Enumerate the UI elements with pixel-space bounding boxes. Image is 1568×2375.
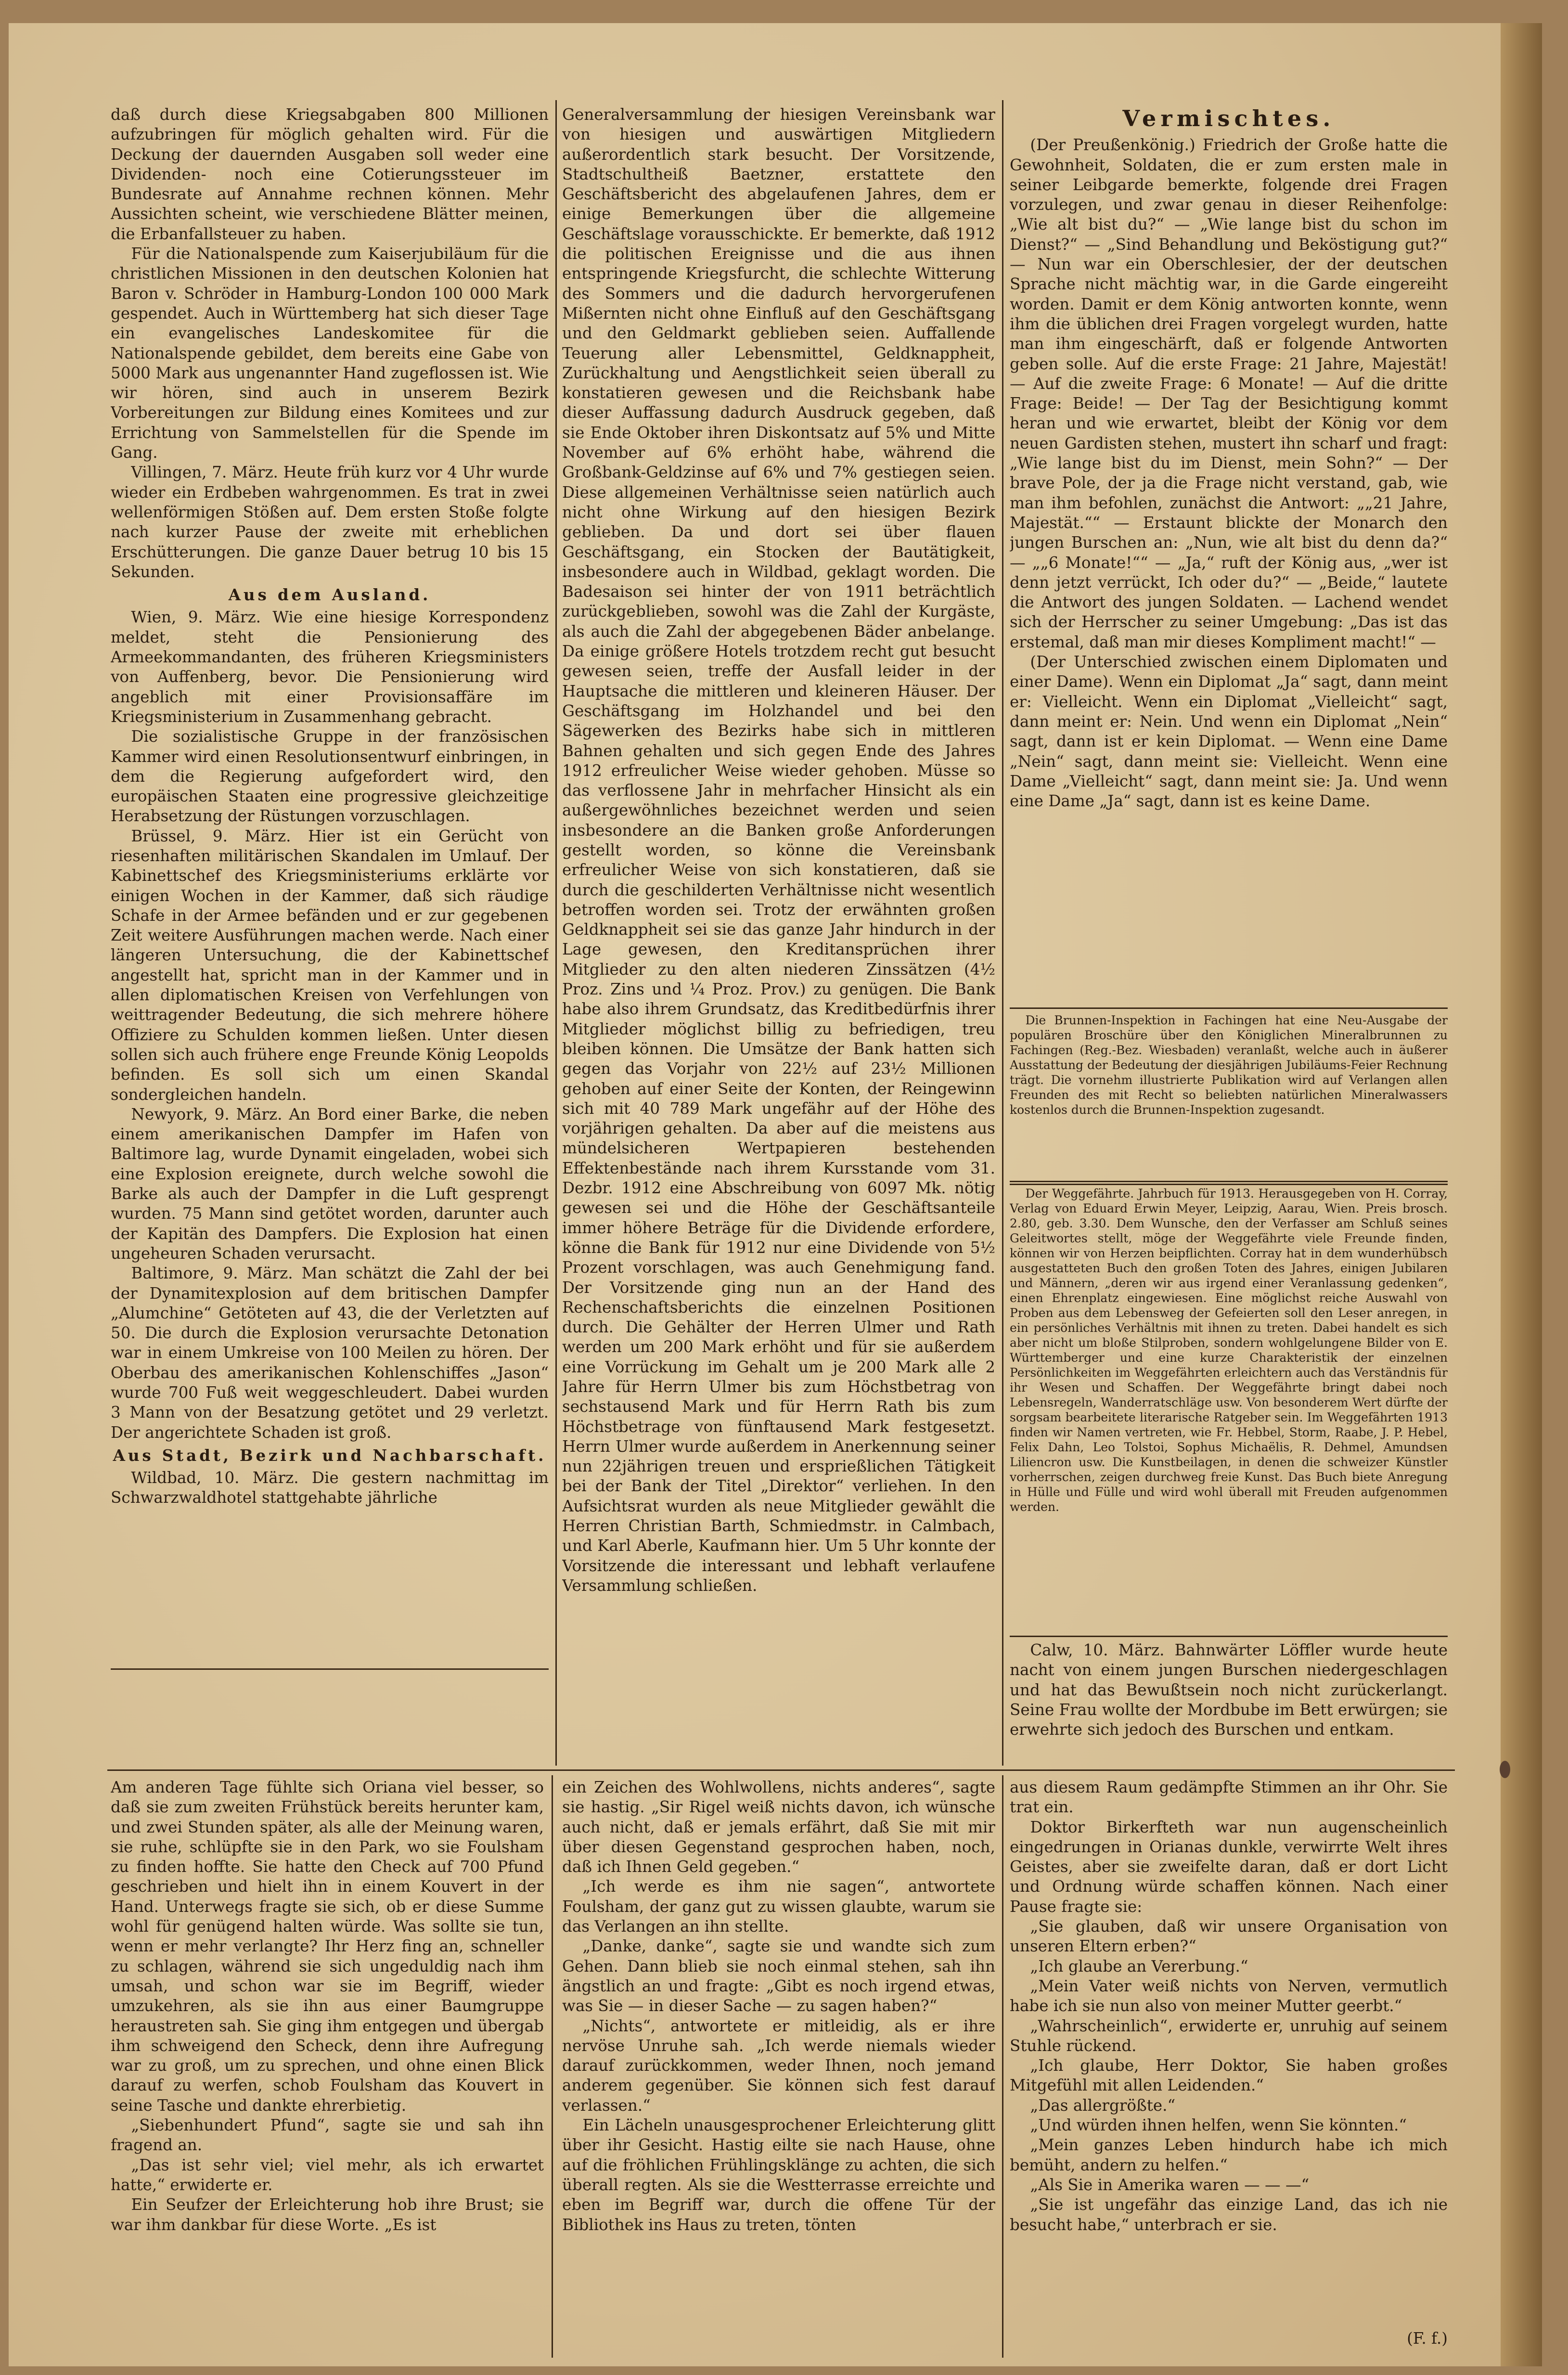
feuilleton-rule-v2 — [1002, 1775, 1003, 2358]
column-3 — [1010, 105, 1448, 998]
novel2-paragraph: „Ich werde es ihm nie sagen“, antwortete Foulsham, der ganz gut zu wissen glaubte, warum sie das Verlangen an ihn stellte. — [562, 1877, 995, 1936]
col2-paragraph: Generalversammlung der hiesigen Vereinsbank war von hiesigen und auswärtigen Mitgliedern außerordentlich stark besucht. Der Vorsitzende, Stadtschultheiß Baetzner, erstattete den Geschäftsbericht des abgelaufenen Jahres, dem er einige Bemerkungen über die allgemeine Geschäftslage vorausschickte. Er bemerkte, daß 1912 die politischen Ereignisse und die aus ihnen entspringende Kriegsfurcht, die schlechte Witterung des Sommers und die dadurch hervorgerufenen Mißernten nicht ohne Einfluß auf den Geschäftsgang und den Geldmarkt geblieben seien. Auffallende Teuerung aller Lebensmittel, Geldknappheit, Zurückhaltung und Aengstlichkeit seien überall zu konstatieren gewesen und die Reichsbank habe dieser Auffassung dadurch Ausdruck gegeben, daß sie Ende Oktober ihren Diskontsatz auf 5% und Mitte November auf 6% erhöht habe, während die Großbank-Geldzinse auf 6% und 7% gestiegen seien. Diese allgemeinen Verhältnisse seien natürlich auch nicht ohne Wirkung auf den hiesigen Bezirk geblieben. Da und dort sei über flauen Geschäftsgang, ein Stocken der Bautätigkeit, insbesondere auch in Wildbad, geklagt worden. Die Badesaison sei hinter der von 1911 beträchtlich zurückgeblieben, sowohl was die Zahl der Kurgäste, als auch die Zahl der abgegebenen Bäder anbelange. Da einige größere Hotels trotzdem recht gut besucht gewesen seien, treffe der Ausfall leider in der Hauptsache die mittleren und kleineren Häuser. Der Geschäftsgang im Holzhandel und bei den Sägewerken des Bezirks habe sich in mittleren Bahnen gehalten und sich gegen Ende des Jahres 1912 erfreulicher Weise wieder gehoben. Müsse so das verflossene Jahr in mehrfacher Hinsicht als ein außergewöhnliches bezeichnet werden und seien insbesondere an die Banken große Anforderungen gestellt worden, so könne die Vereinsbank erfreulicher Weise von sich konstatieren, daß sie durch die geschilderten Verhältnisse nicht wesentlich betroffen worden sei. Trotz der erwähnten großen Geldknappheit sei sie das ganze Jahr hindurch in der Lage gewesen, den Kreditansprüchen ihrer Mitglieder zu den alten niederen Zinssätzen (4½ Proz. Zins und ¼ Proz. Prov.) zu genügen. Die Bank habe also ihrem Grundsatz, das Kreditbedürfnis ihrer Mitglieder möglichst billig zu befriedigen, treu bleiben können. Die Umsätze der Bank hatten sich gegen das Vorjahr von 22½ auf 23½ Millionen gehoben auf einer Seite der Konten, der Reingewinn sich mit 40 789 Mark ungefähr auf der Höhe des vorjährigen gehalten. Da aber auf die meistens aus mündelsicheren Wertpapieren bestehenden Effektenbestände nach ihrem Kursstande vom 31. Dezbr. 1912 eine Abschreibung von 6097 Mk. nötig gewesen sei und die Höhe der Geschäftsanteile immer höhere Beträge für die Dividende erfordere, könne die Bank für 1912 nur eine Dividende von 5½ Prozent vorschlagen, was auch Genehmigung fand. Der Vorsitzende ging nun an der Hand des Rechenschaftsberichts die einzelnen Positionen durch. Die Gehälter der Herren Ulmer und Rath werden um 200 Mark erhöht und für sie außerdem eine Vorrückung im Gehalt um je 200 Mark alle 2 Jahre für Herrn Ulmer bis zum Höchstbetrag von sechstausend Mark und für Herrn Rath bis zum Höchstbetrage von fünftausend Mark festgesetzt. Herrn Ulmer wurde außerdem in Anerkennung seiner nun 22jährigen treuen und ersprießlichen Tätigkeit bei der Bank der Titel „Direktor“ verliehen. In den Aufsichtsrat wurden als neue Mitglieder gewählt die Herren Christian Barth, Schmiedmstr. in Calmbach, und Karl Aberle, Kaufmann hier. Um 5 Uhr konnte der Vorsitzende die interessant und lebhaft verlaufene Versammlung schließen. — [562, 105, 995, 1595]
column-rule-1 — [555, 100, 557, 1766]
novel2-paragraph: Ein Lächeln unausgesprochener Erleichterung glitt über ihr Gesicht. Hastig eilte sie nach Hause, ohne auf die fröhlichen Frühlingsklänge zu achten, die sich überall regten. Als sie die Westterrasse erreichte und eben im Begriff war, durch die offene Tür der Bibliothek ins Haus zu treten, tönten — [562, 2116, 995, 2234]
novel3-paragraph: „Mein Vater weiß nichts von Nerven, vermutlich habe ich sie nun also von meiner Mutter geerbt.“ — [1010, 1976, 1448, 2015]
col1-paragraph: Baltimore, 9. März. Man schätzt die Zahl der bei der Dynamitexplosion auf dem britischen Dampfer „Alumchine“ Getöteten auf 43, die der Verletzten auf 50. Die durch die Explosion verursachte Detonation war in einem Umkreise von 100 Meilen zu hören. Der Oberbau des amerikanischen Kohlenschiffes „Jason“ wurde 700 Fuß weit weggeschleudert. Dabei wurden 3 Mann von der Besatzung getötet und 29 verletzt. Der angerichtete Schaden ist groß. — [111, 1264, 549, 1442]
feuilleton-rule — [107, 1769, 1455, 1771]
novel3-paragraph: aus diesem Raum gedämpfte Stimmen an ihr Ohr. Sie trat ein. — [1010, 1778, 1448, 1817]
novel1-paragraph: „Das ist sehr viel; viel mehr, als ich erwartet hatte,“ erwiderte er. — [111, 2156, 544, 2194]
novel3-paragraph: „Das allergrößte.“ — [1030, 2096, 1176, 2115]
novel3-paragraph: „Ich glaube, Herr Doktor, Sie haben großes Mitgefühl mit allen Leidenden.“ — [1010, 2056, 1448, 2095]
novel2-paragraph: „Danke, danke“, sagte sie und wandte sich zum Gehen. Dann blieb sie noch einmal stehen, sah ihn ängstlich an und fragte: „Gibt es noch irgend etwas, was Sie — in dieser Sache — zu sagen haben?“ — [562, 1937, 995, 2015]
calw-news — [1010, 1640, 1448, 1766]
col1-paragraph: Die sozialistische Gruppe in der französischen Kammer wird einen Resolutionsentwurf einbringen, in dem die Regierung aufgefordert wird, den europäischen Staaten eine progressive gleichzeitige Herabsetzung der Rüstungen vorzuschlagen. — [111, 727, 549, 826]
notice-weggefaehrte — [1010, 1181, 1448, 1639]
feuilleton-column-3 — [1010, 1778, 1448, 2341]
binding-knot — [1500, 1761, 1510, 1778]
col1-heading: Aus Stadt, Bezirk und Nachbarschaft. — [113, 1446, 547, 1465]
notice-weggefaehrte-text: Der Weggefährte. Jahrbuch für 1913. Herausgegeben von H. Corray, Verlag von Eduard Erwin Meyer, Leipzig, Aarau, Wien. Preis brosch. 2.80, geb. 3.30. Dem Wunsche, den der Verfasser am Schluß seines Geleitwortes stellt, möge der Weggefährte viele Freunde finden, können wir von Herzen beipflichten. Corray hat in dem wunderhübsch ausgestatteten Buch den großen Toten des Jahres, einigen Jubilaren und Männern, „deren wir aus irgend einer Veranlassung gedenken“, einen Ehrenplatz eingewiesen. Eine möglichst reiche Auswahl von Proben aus dem Lebensweg der Gefeierten soll den Leser anregen, in ein persönliches Verhältnis mit ihnen zu treten. Dabei handelt es sich aber nicht um bloße Stilproben, sondern wohlgelungene Bilder von E. Württemberger und eine kurze Charakteristik der einzelnen Persönlichkeiten im Weggefährten erleichtern auch das Verständnis für ihr Wesen und Schaffen. Der Weggefährte bringt dabei noch Lebensregeln, Wanderratschläge usw. Von besonderem Wert dürfte der sorgsam bearbeitete literarische Ratgeber sein. Im Weggefährten 1913 finden wir Namen vertreten, wie Fr. Hebbel, Storm, Raabe, J. P. Hebel, Felix Dahn, Leo Tolstoi, Sophus Michaëlis, R. Dehmel, Amundsen Liliencron usw. Die Kunstbeilagen, in denen die schweizer Künstler vorherrschen, zeigen durchweg freie Kunst. Das Buch biete Anregung in Hülle und Fülle und wird wohl überall mit Freuden aufgenommen werden. — [1010, 1187, 1448, 1514]
novel2-paragraph: „Nichts“, antwortete er mitleidig, als er ihre nervöse Unruhe sah. „Ich werde niemals wieder darauf zurückkommen, weder Ihnen, noch jemand anderem gegenüber. Sie können sich fest darauf verlassen.“ — [562, 2016, 995, 2115]
novel3-paragraph: „Mein ganzes Leben hindurch habe ich mich bemüht, andern zu helfen.“ — [1010, 2136, 1448, 2174]
column-2 — [562, 105, 995, 1751]
col1-paragraph: Newyork, 9. März. An Bord einer Barke, die neben einem amerikanischen Dampfer im Hafen von Baltimore lag, wurde Dynamit eingeladen, wobei sich eine Explosion ereignete, durch welche sowohl die Barke als auch der Dampfer in die Luft gesprengt wurden. 75 Mann sind getötet worden, darunter auch der Kapitän des Dampfers. Die Explosion hat einen ungeheuren Schaden verursacht. — [111, 1105, 549, 1263]
novel1-paragraph: „Siebenhundert Pfund“, sagte sie und sah ihn fragend an. — [111, 2116, 544, 2155]
col1-paragraph: Villingen, 7. März. Heute früh kurz vor 4 Uhr wurde wieder ein Erdbeben wahrgenommen. Es trat in zwei wellenförmigen Stößen auf. Dem ersten Stoße folgte nach kurzer Pause der zweite mit erheblichen Erschütterungen. Die ganze Dauer betrug 10 bis 15 Sekunden. — [111, 463, 549, 581]
notice-fachingen — [1010, 1007, 1448, 1185]
novel2-paragraph: ein Zeichen des Wohlwollens, nichts anderes“, sagte sie hastig. „Sir Rigel weiß nichts davon, ich wünsche auch nicht, daß er jemals erfährt, daß Sie mit mir über diesen Gegenstand gesprochen haben, noch, daß ich Ihnen Geld gegeben.“ — [562, 1778, 995, 1876]
notice-fachingen-text: Die Brunnen-Inspektion in Fachingen hat eine Neu-Ausgabe der populären Broschüre über den Königlichen Mineralbrunnen zu Fachingen (Reg.-Bez. Wiesbaden) veranlaßt, welche auch in äußerer Ausstattung der Bedeutung der diesjährigen Jubiläums-Feier Rechnung trägt. Die vornehm illustrierte Publikation wird auf Verlangen allen Freunden des mit Recht so beliebten natürlichen Mineralwassers kostenlos durch die Brunnen-Inspektion zugesandt. — [1010, 1013, 1448, 1117]
feuilleton-rule-v1 — [552, 1775, 553, 2358]
newspaper-page — [9, 23, 1542, 2366]
col1-heading: Aus dem Ausland. — [228, 585, 431, 605]
novel3-paragraph: „Ich glaube an Vererbung.“ — [1030, 1957, 1248, 1975]
section-rule-1 — [111, 1668, 549, 1670]
novel3-paragraph: „Wahrscheinlich“, erwiderte er, unruhig auf seinem Stuhle rückend. — [1010, 2016, 1448, 2055]
section-rule-2 — [1010, 1636, 1448, 1637]
column-rule-2 — [1002, 100, 1003, 1766]
novel1-paragraph: Ein Seufzer der Erleichterung hob ihre Brust; sie war ihm dankbar für diese Worte. „Es ist — [111, 2195, 544, 2234]
novel3-paragraph: „Sie ist ungefähr das einzige Land, das ich nie besucht habe,“ unterbrach er sie. — [1010, 2195, 1448, 2234]
col1-paragraph: Brüssel, 9. März. Hier ist ein Gerücht von riesenhaften militärischen Skandalen im Umlauf. Der Kabinettschef des Kriegsministeriums erklärte vor einigen Wochen in der Kammer, daß sich räudige Schafe in der Armee befänden und er zur gegebenen Zeit weitere Ausführungen machen werde. Nach einer längeren Untersuchung, die der Kabinettschef angestellt hat, spricht man in der Kammer und in allen diplomatischen Kreisen von Verfehlungen von weittragender Bedeutung, die sich mehrere höhere Offiziere zu Schulden kommen ließen. Unter diesen sollen sich auch frühere enge Freunde König Leopolds befinden. Es soll sich um einen Skandal sondergleichen handeln. — [111, 826, 549, 1104]
feuilleton-column-2 — [562, 1778, 995, 2355]
novel3-paragraph: Doktor Birkerfteth war nun augenscheinlich eingedrungen in Orianas dunkle, verwirrte Welt ihres Geistes, aber sie zweifelte daran, daß er dort Licht und Ordnung würde schaffen können. Nach einer Pause fragte sie: — [1010, 1818, 1448, 1916]
column-1 — [111, 105, 549, 1665]
novel3-paragraph: „Sie glauben, daß wir unsere Organisation von unseren Eltern erben?“ — [1010, 1917, 1448, 1956]
col1-paragraph: Für die Nationalspende zum Kaiserjubiläum für die christlichen Missionen in den deutschen Kolonien hat Baron v. Schröder in Hamburg-London 100 000 Mark gespendet. Auch in Württemberg hat sich dieser Tage ein evangelisches Landeskomitee für die Nationalspende gebildet, dem bereits eine Gabe von 5000 Mark aus ungenannter Hand zugeflossen ist. Wie wir hören, sind auch in unserem Bezirk Vorbereitungen zur Bildung eines Komitees und zur Errichtung von Sammelstellen für die Spende im Gang. — [111, 245, 549, 462]
col1-paragraph: Wildbad, 10. März. Die gestern nachmittag im Schwarzwaldhotel stattgehabte jährliche — [111, 1469, 549, 1507]
novel3-paragraph: „Und würden ihnen helfen, wenn Sie könnten.“ — [1030, 2116, 1407, 2135]
vermischtes-paragraph: (Der Unterschied zwischen einem Diplomaten und einer Dame). Wenn ein Diplomat „Ja“ sagt, dann meint er: Vielleicht. Wenn ein Diplomat „Vielleicht“ sagt, dann meint er: Nein. Und wenn ein Diplomat „Nein“ sagt, dann ist er kein Diplomat. — Wenn eine Dame „Nein“ sagt, dann meint sie: Vielleicht. Wenn eine Dame „Vielleicht“ sagt, dann meint sie: Ja. Und wenn eine Dame „Ja“ sagt, dann ist es keine Dame. — [1010, 653, 1448, 811]
vermischtes-paragraph: (Der Preußenkönig.) Friedrich der Große hatte die Gewohnheit, Soldaten, die er zum ersten male in seiner Leibgarde bemerkte, folgende drei Fragen vorzulegen, und zwar genau in dieser Reihenfolge: „Wie alt bist du?“ — „Wie lange bist du schon im Dienst?“ — „Sind Behandlung und Beköstigung gut?“ — Nun war ein Oberschlesier, der der deutschen Sprache nicht mächtig war, in die Garde eingereiht worden. Damit er dem König antworten konnte, wenn ihm die üblichen drei Fragen vorgelegt wurden, hatte man ihm eingeschärft, daß er folgende Antworten geben solle. Auf die erste Frage: 21 Jahre, Majestät! — Auf die zweite Frage: 6 Monate! — Auf die dritte Frage: Beide! — Der Tag der Besichtigung kommt heran und wie erwartet, bleibt der König vor dem neuen Gardisten stehen, mustert ihn scharf und fragt: „Wie lange bist du im Dienst, mein Sohn?“ — Der brave Pole, der ja die Frage nicht verstand, gab, wie man ihm befohlen, zunächst die Antwort: „„21 Jahre, Majestät.““ — Erstaunt blickte der Monarch den jungen Burschen an: „Nun, wie alt bist du denn da?“ — „„6 Monate!““ — „Ja,“ ruft der König aus, „wer ist denn jetzt verrückt, Ich oder du?“ — „Beide,“ lautete die Antwort des jungen Soldaten. — Lachend wendet sich der Herrscher zu seiner Umgebung: „Das ist das erstemal, daß man mir dieses Kompliment macht!“ — — [1010, 136, 1448, 651]
section-title-vermischtes: Vermischtes. — [1122, 105, 1335, 131]
binding-gutter — [1501, 23, 1542, 2366]
calw-news-text: Calw, 10. März. Bahnwärter Löffler wurde heute nacht von einem jungen Burschen niedergeschlagen und hat das Bewußtsein noch nicht zurückerlangt. Seine Frau wollte der Mordbube im Bett erwürgen; sie erwehrte sich jedoch des Burschen und entkam. — [1010, 1641, 1448, 1739]
col1-paragraph: Wien, 9. März. Wie eine hiesige Korrespondenz meldet, steht die Pensionierung des Armeekommandanten, des früheren Kriegsministers von Auffenberg, bevor. Die Pensionierung wird angeblich mit einer Provisionsaffäre im Kriegsministerium in Zusammenhang gebracht. — [111, 608, 549, 726]
feuilleton-column-1 — [111, 1778, 544, 2355]
continuation-mark: (F. f.) — [1407, 2329, 1448, 2348]
novel3-paragraph: „Als Sie in Amerika waren — — —“ — [1030, 2175, 1310, 2194]
novel1-paragraph: Am anderen Tage fühlte sich Oriana viel besser, so daß sie zum zweiten Frühstück bereits herunter kam, und zwei Stunden später, als alle der Meinung waren, sie ruhe, schlüpfte sie in den Park, wo sie Foulsham zu finden hoffte. Sie hatte den Check auf 700 Pfund geschrieben und hielt ihn in einem Kouvert in der Hand. Unterwegs fragte sie sich, ob er diese Summe wohl für genügend halten würde. Was sollte sie tun, wenn er mehr verlangte? Ihr Herz fing an, schneller zu schlagen, während sie sich ungeduldig nach ihm umsah, und schon war sie im Begriff, wieder umzukehren, als sie ihn aus einer Baumgruppe heraustreten sah. Sie ging ihm entgegen und übergab ihm schweigend den Scheck, denn ihre Aufregung war zu groß, um zu sprechen, und ohne einen Blick darauf zu werfen, schob Foulsham das Kouvert in seine Tasche und dankte ehrerbietig. — [111, 1778, 544, 2115]
col1-paragraph: daß durch diese Kriegsabgaben 800 Millionen aufzubringen für möglich gehalten wird. Für die Deckung der dauernden Ausgaben soll weder eine Dividenden- noch eine Cotierungssteuer im Bundesrate auf Annahme rechnen können. Mehr Aussichten scheint, wie verschiedene Blätter meinen, die Erbanfallsteuer zu haben. — [111, 105, 549, 243]
